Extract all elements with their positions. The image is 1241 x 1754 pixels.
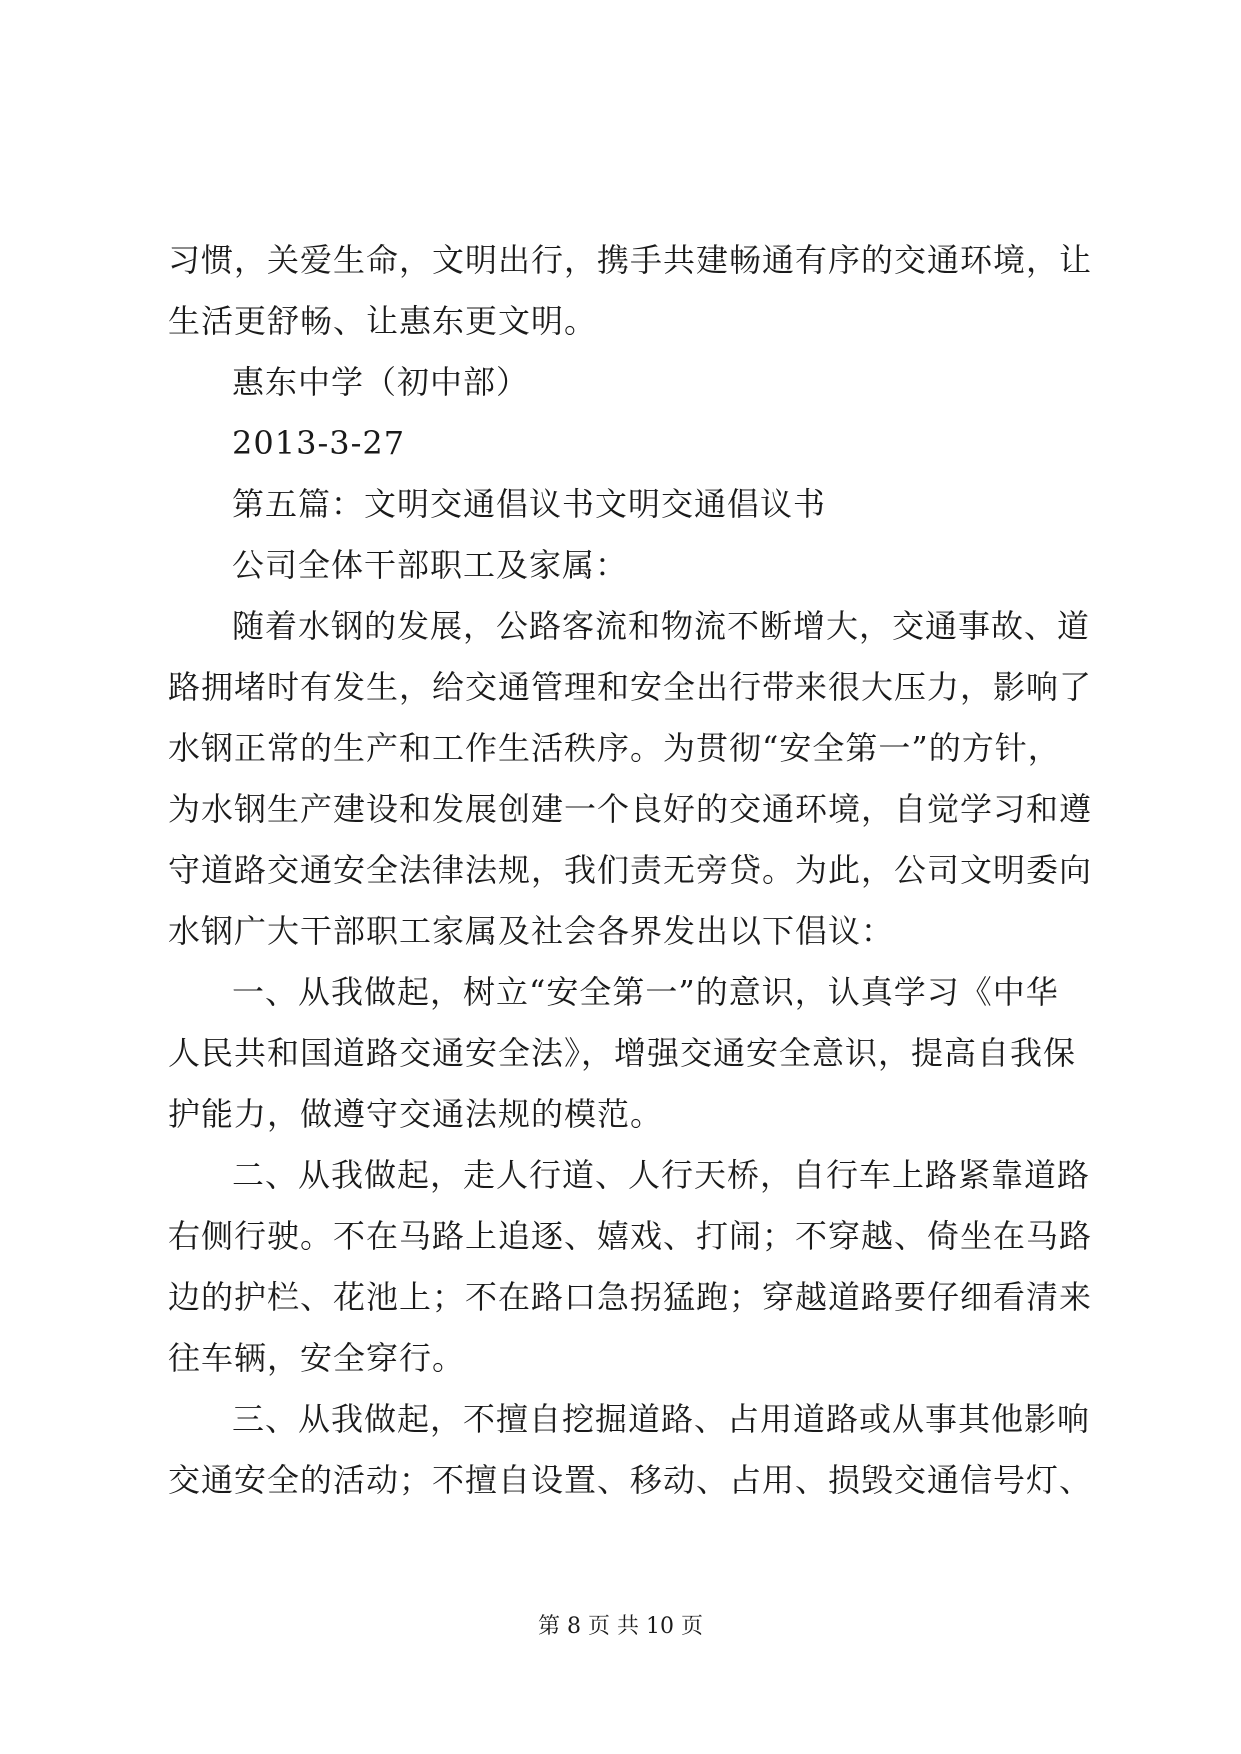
text-line: 往车辆，安全穿行。 <box>168 1339 466 1377</box>
section-heading: 第五篇：文明交通倡议书文明交通倡议书 <box>232 485 827 523</box>
salutation: 公司全体干部职工及家属： <box>232 546 629 584</box>
text-line: 随着水钢的发展，公路客流和物流不断增大，交通事故、道 <box>232 607 1091 645</box>
page-footer: 第 8 页 共 10 页 <box>538 1614 703 1639</box>
text-line: 三、从我做起，不擅自挖掘道路、占用道路或从事其他影响 <box>232 1400 1091 1438</box>
text-line: 右侧行驶。不在马路上追逐、嬉戏、打闹；不穿越、倚坐在马路 <box>168 1217 1093 1255</box>
text-line: 水钢正常的生产和工作生活秩序。为贯彻“安全第一”的方针， <box>168 729 1061 767</box>
text-line: 为水钢生产建设和发展创建一个良好的交通环境，自觉学习和遵 <box>168 790 1093 828</box>
signature-organization: 惠东中学（初中部） <box>232 363 530 401</box>
document-body <box>168 230 1093 1511</box>
text-line: 人民共和国道路交通安全法》，增强交通安全意识，提高自我保 <box>168 1034 1077 1072</box>
text-line: 二、从我做起，走人行道、人行天桥，自行车上路紧靠道路 <box>232 1156 1091 1194</box>
text-line: 守道路交通安全法律法规，我们责无旁贷。为此，公司文明委向 <box>168 851 1093 889</box>
text-line: 路拥堵时有发生，给交通管理和安全出行带来很大压力，影响了 <box>168 668 1093 706</box>
text-line: 水钢广大干部职工家属及社会各界发出以下倡议： <box>168 912 895 950</box>
text-line: 一、从我做起，树立“安全第一”的意识，认真学习《中华 <box>232 973 1059 1011</box>
text-line: 边的护栏、花池上；不在路口急拐猛跑；穿越道路要仔细看清来 <box>168 1278 1093 1316</box>
text-line: 生活更舒畅、让惠东更文明。 <box>168 302 598 340</box>
text-line: 护能力，做遵守交通法规的模范。 <box>168 1095 664 1133</box>
signature-date: 2013-3-27 <box>232 424 406 462</box>
text-line: 习惯，关爱生命，文明出行，携手共建畅通有序的交通环境，让 <box>168 241 1093 279</box>
text-line: 交通安全的活动；不擅自设置、移动、占用、损毁交通信号灯、 <box>168 1461 1093 1499</box>
